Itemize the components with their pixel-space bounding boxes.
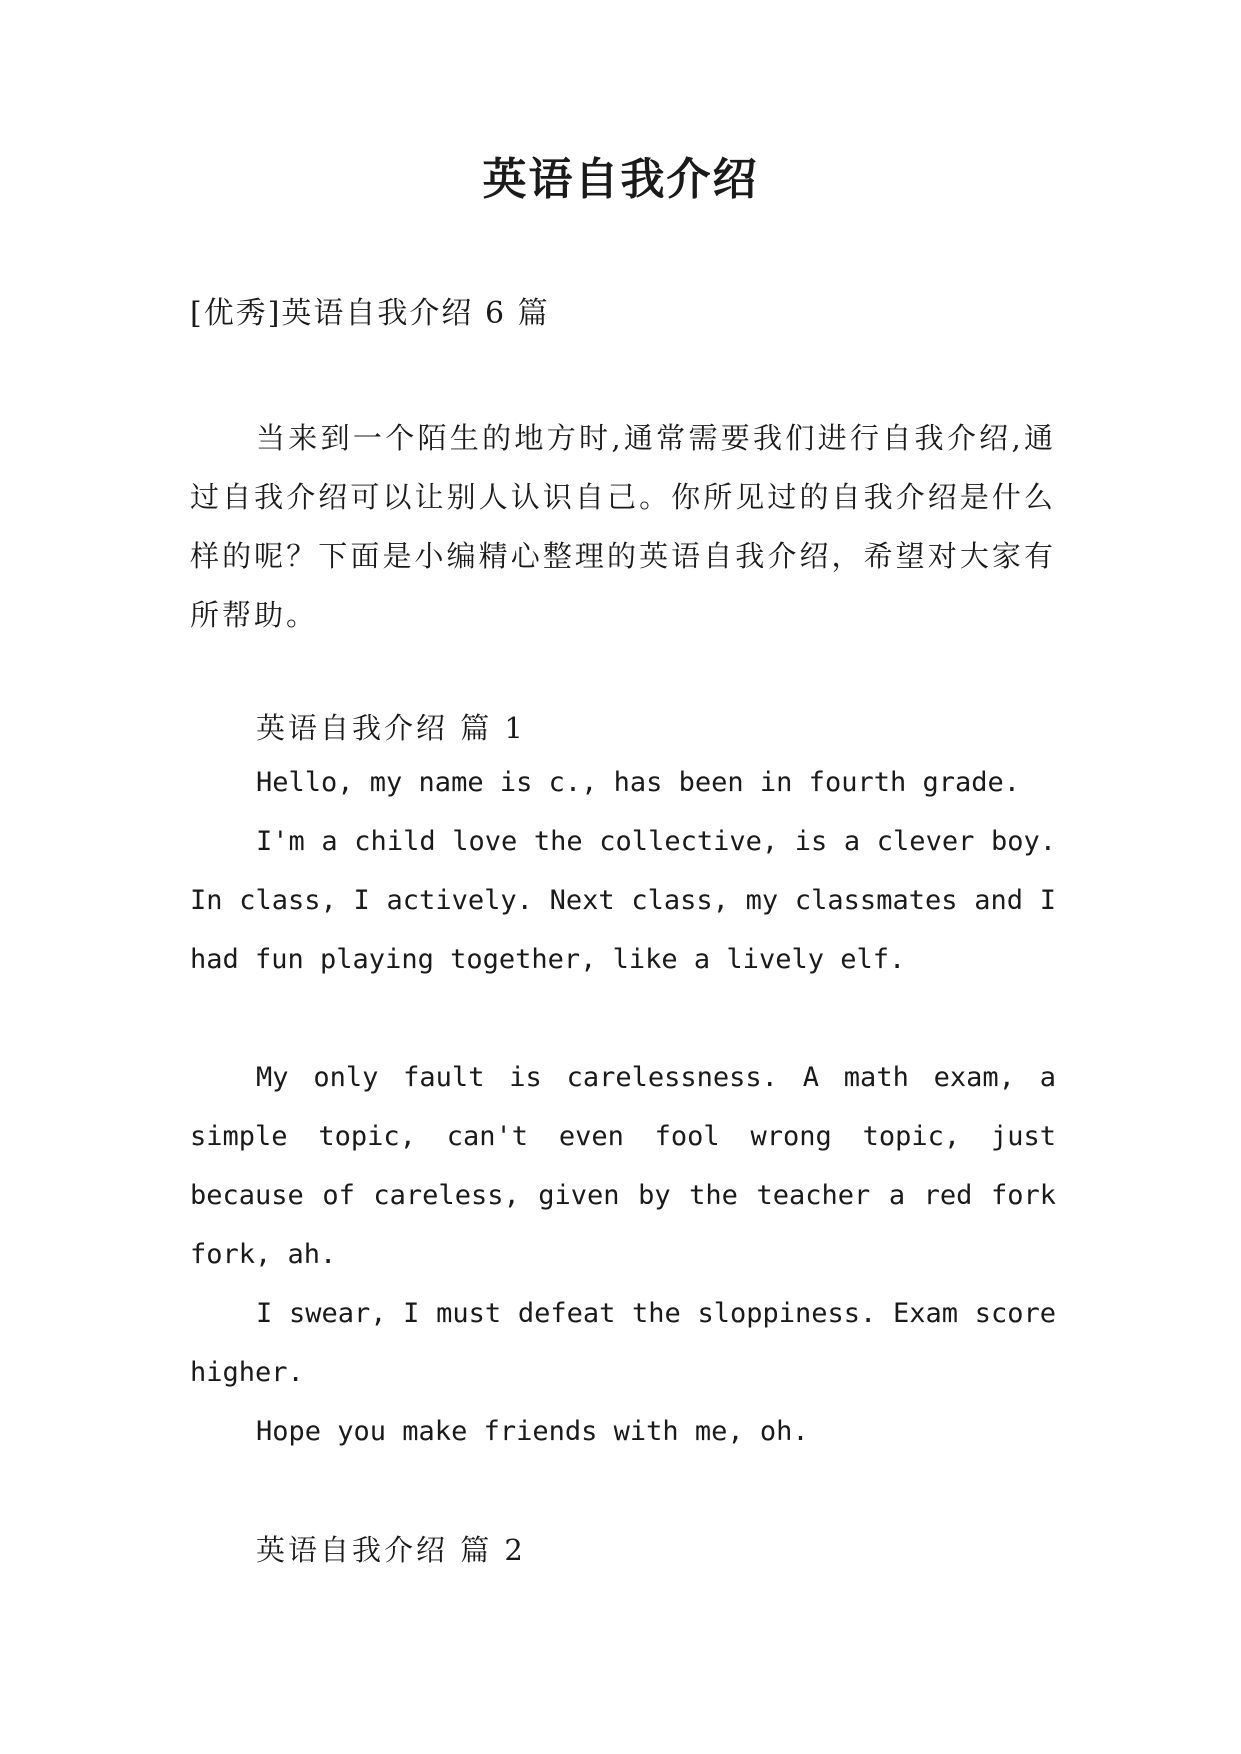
section-heading-2: 英语自我介绍 篇 2	[256, 1533, 526, 1567]
section-1-paragraph-1: Hello, my name is c., has been in fourth grade.	[256, 767, 1021, 798]
section-heading-1: 英语自我介绍 篇 1	[256, 711, 526, 745]
intro-paragraph: 当来到一个陌生的地方时,通常需要我们进行自我介绍,通过自我介绍可以让别人认识自己。你所见过的自我介绍是什么样的呢？下面是小编精心整理的英语自我介绍，希望对大家有所帮助。	[190, 421, 1056, 632]
document-title: 英语自我介绍	[482, 154, 759, 205]
section-1-paragraph-5: Hope you make friends with me, oh.	[256, 1416, 809, 1447]
document-subtitle: [优秀]英语自我介绍 6 篇	[190, 296, 550, 331]
section-1-paragraph-2: I'm a child love the collective, is a clever boy. In class, I actively. Next class, my classmates and I had fun playing together, like a lively elf.	[190, 826, 1056, 975]
section-1-paragraph-4: I swear, I must defeat the sloppiness. Exam score higher.	[190, 1298, 1056, 1388]
section-1-paragraph-3: My only fault is carelessness. A math exam, a simple topic, can't even fool wrong topic, just because of careless, given by the teacher a red fork fork, ah.	[190, 1062, 1056, 1270]
